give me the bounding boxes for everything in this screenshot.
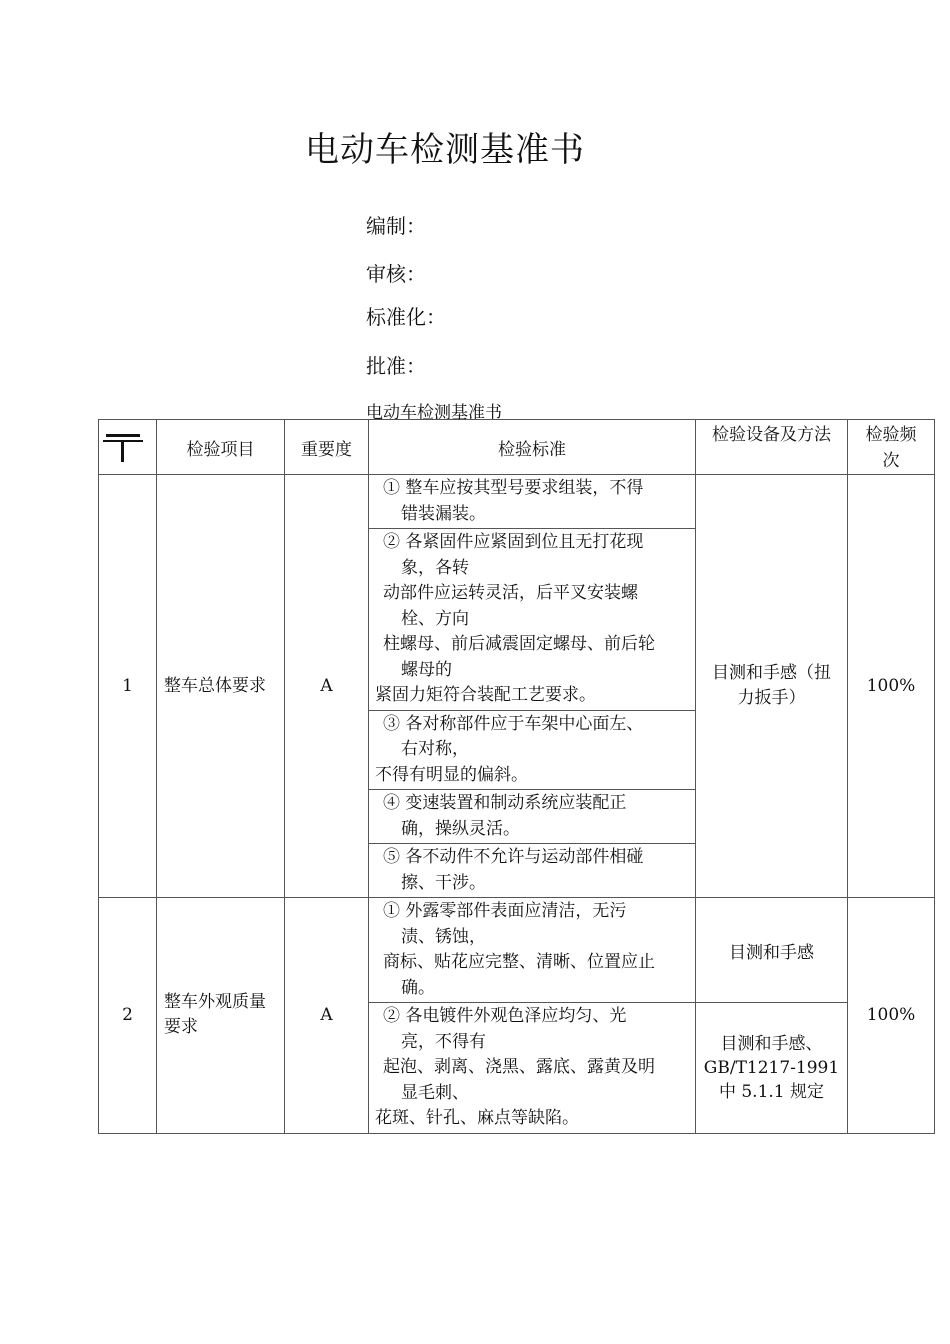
table-header-row [99,420,935,475]
row2-number: 2 [99,898,157,1134]
standard-line: 不得有明显的偏斜。 [375,764,528,785]
header-item: 检验项目 [157,420,285,475]
row2-method-1: 目测和手感 [696,898,848,1003]
header-standard: 检验标准 [369,420,696,475]
header-frequency-line1: 检验频 [865,425,917,445]
header-frequency [848,420,935,475]
row1-standard-1 [369,475,696,529]
standard-line: ⑤ 各不动件不允许与运动部件相碰 [383,847,644,867]
standard-line: ② 各电镀件外观色泽应均匀、光 [383,1006,627,1026]
inspection-table [98,419,935,1134]
standard-line: 确，操纵灵活。 [401,818,520,839]
header-grade: 重要度 [285,420,369,475]
standard-line: 柱螺母、前后减震固定螺母、前后轮 [383,634,655,654]
standard-line: 动部件应运转灵活，后平叉安装螺 [383,583,638,603]
header-number-cell [99,420,157,475]
standard-line: 确。 [401,977,435,998]
row2-frequency: 100% [848,898,935,1134]
row1-number: 1 [99,475,157,898]
signature-compiled: 编制： [366,214,426,238]
signature-approved: 批准： [366,354,426,378]
standard-line: ③ 各对称部件应于车架中心面左、 [383,713,644,734]
page-title: 电动车检测基准书 [305,130,585,170]
signature-reviewed: 审核： [366,262,426,286]
table-row [99,475,935,529]
signature-standardized: 标准化： [366,305,446,329]
header-frequency-line2: 次 [882,451,900,471]
standard-line: 栓、方向 [401,608,469,629]
row2-method-line1: 目测和手感、 [720,1033,823,1054]
tee-symbol-icon [99,421,156,473]
standard-line: 错装漏装。 [401,503,486,524]
row2-method-line2: GB/T1217-1991 [703,1057,840,1078]
standard-line: 渍、锈蚀， [401,926,486,947]
standard-line: ② 各紧固件应紧固到位且无打花现 [383,532,644,552]
standard-line: ① 整车应按其型号要求组装，不得 [383,478,644,498]
row1-grade: A [285,475,369,898]
row2-item-line2: 要求 [164,1017,198,1038]
standard-line: ① 外露零部件表面应清洁，无污 [383,901,627,921]
row1-method-line2: 力扳手） [737,688,806,708]
row2-item-line1: 整车外观质量 [164,992,266,1013]
standard-line: ④ 变速装置和制动系统应装配正 [383,793,627,813]
row1-standard-4 [369,790,696,844]
standard-line: 亮，不得有 [401,1031,486,1052]
row1-standard-2 [369,529,696,711]
row1-method-line1: 目测和手感（扭 [712,663,831,683]
row2-item [157,898,285,1134]
row1-item: 整车总体要求 [157,475,285,898]
standard-line: 花斑、针孔、麻点等缺陷。 [375,1108,579,1128]
standard-line: 螺母的 [401,659,452,680]
row1-frequency: 100% [848,475,935,898]
row2-standard-1 [369,898,696,1003]
standard-line: 显毛刺、 [401,1082,469,1103]
table-title: 电动车检测基准书 [366,403,502,423]
row1-standard-5 [369,844,696,898]
table-row [99,898,935,1003]
row2-grade: A [285,898,369,1134]
standard-line: 商标、贴花应完整、清晰、位置应止 [383,952,655,972]
row2-standard-2 [369,1003,696,1134]
row1-standard-3 [369,710,696,790]
standard-line: 擦、干涉。 [401,872,486,893]
standard-line: 右对称， [401,739,469,759]
row1-method [696,475,848,898]
row2-method-2 [696,1003,848,1134]
standard-line: 象，各转 [401,557,469,578]
row2-method-line3: 中 5.1.1 规定 [718,1081,825,1102]
standard-line: 紧固力矩符合装配工艺要求。 [375,685,596,705]
standard-line: 起泡、剥离、浇黑、露底、露黄及明 [383,1057,655,1077]
header-method: 检验设备及方法 [696,420,848,475]
